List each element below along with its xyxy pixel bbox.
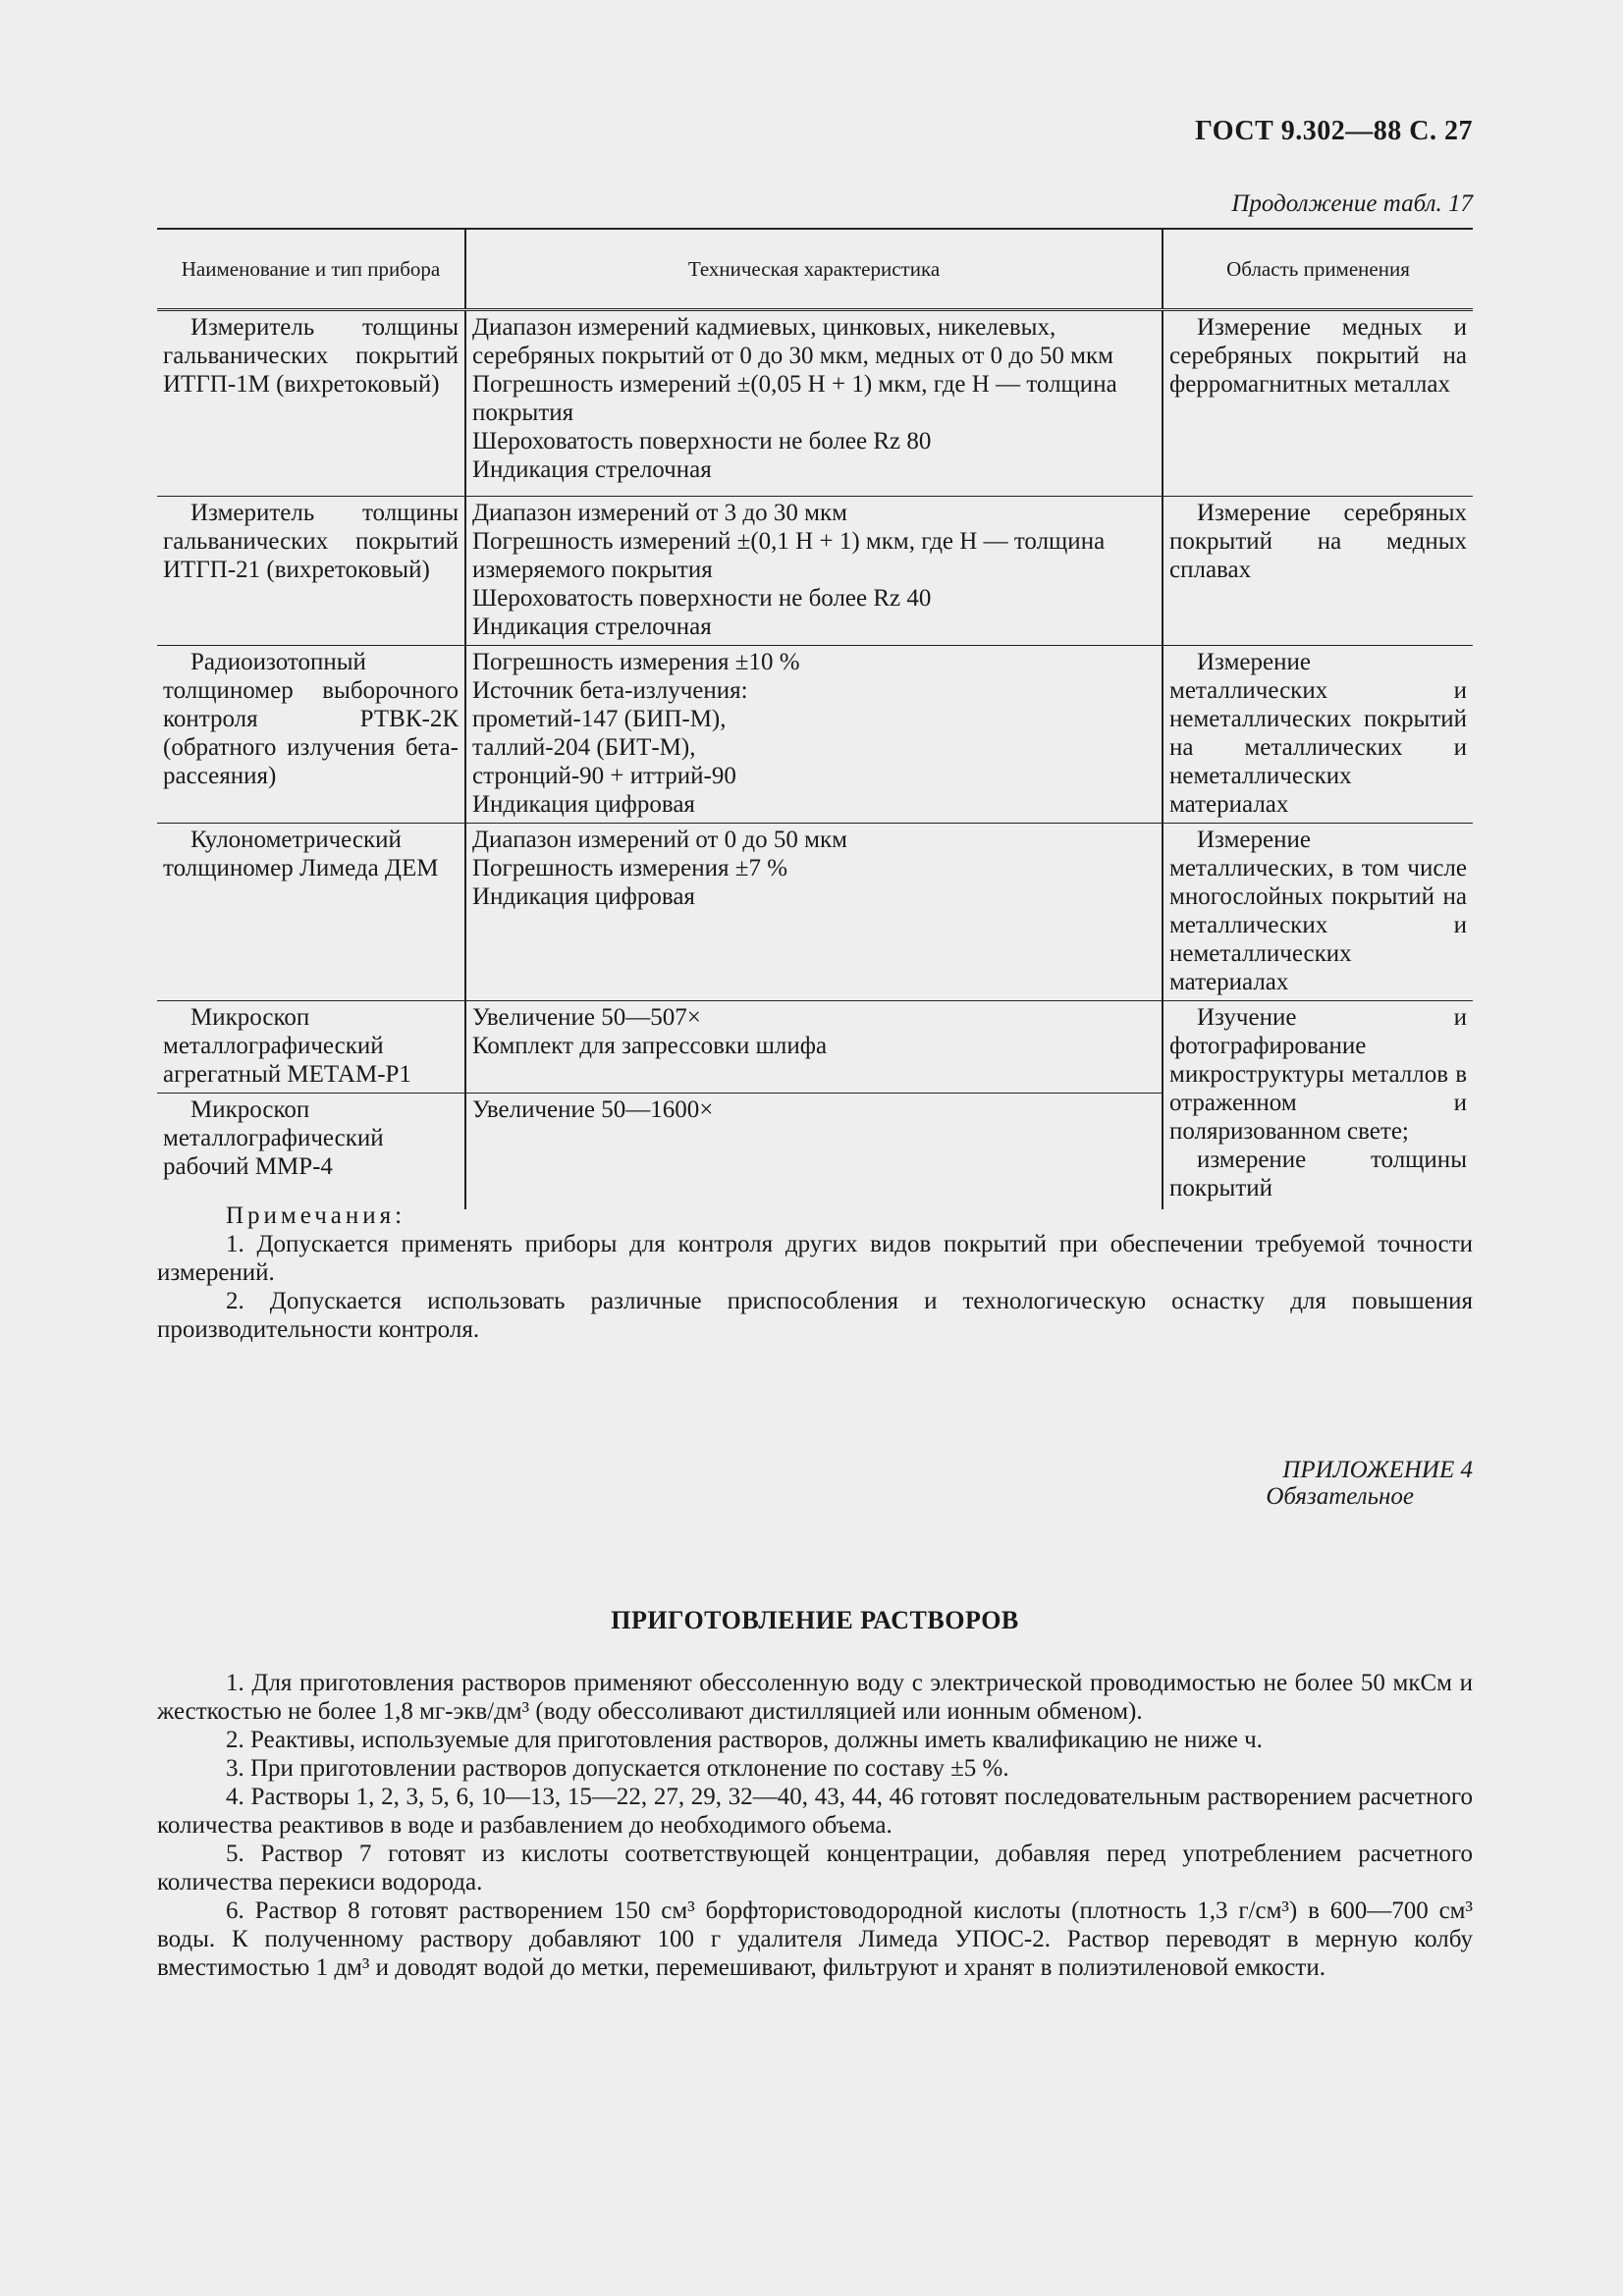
- section-title: ПРИГОТОВЛЕНИЕ РАСТВОРОВ: [611, 1606, 1019, 1634]
- appendix-label-block: [1080, 1457, 1473, 1510]
- column-header-spec: Техническая характеристика: [465, 229, 1163, 310]
- table-row: [157, 497, 1473, 646]
- spec-line: Комплект для запрессовки шлифа: [472, 1033, 828, 1059]
- spec-line: Погрешность измерений ±(0,05 H + 1) мкм, где H — толщина покрытия: [472, 371, 1117, 426]
- instrument-name: Кулонометрический толщиномер Лимеда ДЕМ: [157, 824, 465, 1001]
- spec-line: Погрешность измерения ±10 %: [472, 649, 800, 675]
- note-item: 2. Допускается использовать различные приспособления и технологическую оснастку для повышения производительности контроля.: [157, 1288, 1473, 1343]
- spec-line: Увеличение 50—507×: [472, 1004, 701, 1031]
- notes-title: Примечания:: [226, 1202, 406, 1229]
- application-area: Измерение медных и серебряных покрытий на ферромагнитных металлах: [1163, 310, 1473, 497]
- spec-line: Индикация цифровая: [472, 883, 695, 910]
- application-area: Измерение металлических и неметаллических покрытий на металлических и неметаллических материалах: [1163, 646, 1473, 824]
- instrument-spec: [465, 824, 1163, 1001]
- table-row: [157, 646, 1473, 824]
- spec-line: Индикация стрелочная: [472, 456, 712, 483]
- application-area: Измерение металлических, в том числе многослойных покрытий на металлических и неметаллических материалах: [1163, 824, 1473, 1001]
- note-item: 1. Допускается применять приборы для контроля других видов покрытий при обеспечении требуемой точности измерений.: [157, 1231, 1473, 1286]
- page-header: ГОСТ 9.302—88 С. 27: [1195, 116, 1473, 146]
- spec-line: Погрешность измерений ±(0,1 H + 1) мкм, где H — толщина измеряемого покрытия: [472, 528, 1106, 583]
- table-header-row: [157, 229, 1473, 310]
- column-header-name: Наименование и тип прибора: [157, 229, 465, 310]
- spec-line: прометий-147 (БИП-М),: [472, 706, 727, 732]
- table-row: [157, 1001, 1473, 1094]
- instruments-table: [157, 228, 1473, 1209]
- spec-line: Увеличение 50—1600×: [472, 1096, 714, 1123]
- spec-line: Погрешность измерения ±7 %: [472, 855, 788, 881]
- instrument-name: Измеритель толщины гальванических покрытий ИТГП-1М (вихретоковый): [157, 310, 465, 497]
- application-area-line: измерение толщины покрытий: [1169, 1147, 1467, 1201]
- paragraph: 1. Для приготовления растворов применяют обессоленную воду с электрической проводимостью не более 50 мкСм и жесткостью не более 1,8 мг-экв/дм³ (воду обессоливают дистилляцией или ионным обменом).: [157, 1670, 1473, 1725]
- instrument-spec: [465, 497, 1163, 646]
- spec-line: Источник бета-излучения:: [472, 677, 748, 704]
- spec-line: Шероховатость поверхности не более Rz 80: [472, 428, 932, 454]
- spec-line: Индикация цифровая: [472, 791, 695, 818]
- paragraph: 2. Реактивы, используемые для приготовления растворов, должны иметь квалификацию не ниже ч.: [226, 1727, 1263, 1753]
- instrument-name: Микроскоп металлографический агрегатный МЕТАМ-Р1: [157, 1001, 465, 1094]
- instrument-name: Измеритель толщины гальванических покрытий ИТГП-21 (вихретоковый): [157, 497, 465, 646]
- instrument-spec: [465, 310, 1163, 497]
- table-row: [157, 824, 1473, 1001]
- paragraph: 6. Раствор 8 готовят растворением 150 см³ борфтористоводородной кислоты (плотность 1,3 г/см³) в 600—700 см³ воды. К полученному раствору добавляют 100 г удалителя Лимеда УПОС-2. Раствор переводят в мерную колбу вместимостью 1 дм³ и доводят водой до метки, перемешивают, фильтруют и хранят в полиэтиленовой емкости.: [157, 1897, 1473, 1981]
- column-header-area: Область применения: [1163, 229, 1473, 310]
- spec-line: Диапазон измерений от 0 до 50 мкм: [472, 827, 847, 853]
- appendix-status: Обязательное: [1266, 1483, 1414, 1510]
- table-continuation-label: Продолжение табл. 17: [1231, 190, 1473, 217]
- application-area: Измерение серебряных покрытий на медных сплавах: [1163, 497, 1473, 646]
- spec-line: таллий-204 (БИТ-М),: [472, 734, 696, 761]
- instrument-spec: [465, 646, 1163, 824]
- table-row: [157, 310, 1473, 497]
- spec-line: Индикация стрелочная: [472, 614, 712, 640]
- spec-line: Шероховатость поверхности не более Rz 40: [472, 585, 932, 612]
- spec-line: Диапазон измерений от 3 до 30 мкм: [472, 500, 847, 526]
- instrument-spec: [465, 1094, 1163, 1209]
- instrument-name: Радиоизотопный толщиномер выборочного контроля РТВК-2К (обратного излучения бета-рассеяния): [157, 646, 465, 824]
- instrument-name: Микроскоп металлографический рабочий ММР-4: [163, 1096, 384, 1180]
- paragraph: 5. Раствор 7 готовят из кислоты соответствующей концентрации, добавляя перед употреблением расчетного количества перекиси водорода.: [157, 1841, 1473, 1896]
- paragraph: 3. При приготовлении растворов допускается отклонение по составу ±5 %.: [226, 1755, 1009, 1782]
- application-area: Изучение и фотографирование микроструктуры металлов в отраженном и поляризованном свете; измерение толщины покрытий: [1163, 1001, 1473, 1209]
- spec-line: стронций-90 + иттрий-90: [472, 763, 736, 789]
- appendix-label: ПРИЛОЖЕНИЕ 4: [1282, 1457, 1473, 1483]
- paragraph: 4. Растворы 1, 2, 3, 5, 6, 10—13, 15—22, 27, 29, 32—40, 43, 44, 46 готовят последовательным растворением расчетного количества реактивов в воде и разбавлением до необходимого объема.: [157, 1784, 1473, 1839]
- spec-line: Диапазон измерений кадмиевых, цинковых, никелевых, серебряных покрытий от 0 до 30 мкм, медных от 0 до 50 мкм: [472, 314, 1113, 369]
- instrument-spec: [465, 1001, 1163, 1094]
- notes-block: [157, 1201, 1473, 1344]
- section-body: [157, 1669, 1473, 1982]
